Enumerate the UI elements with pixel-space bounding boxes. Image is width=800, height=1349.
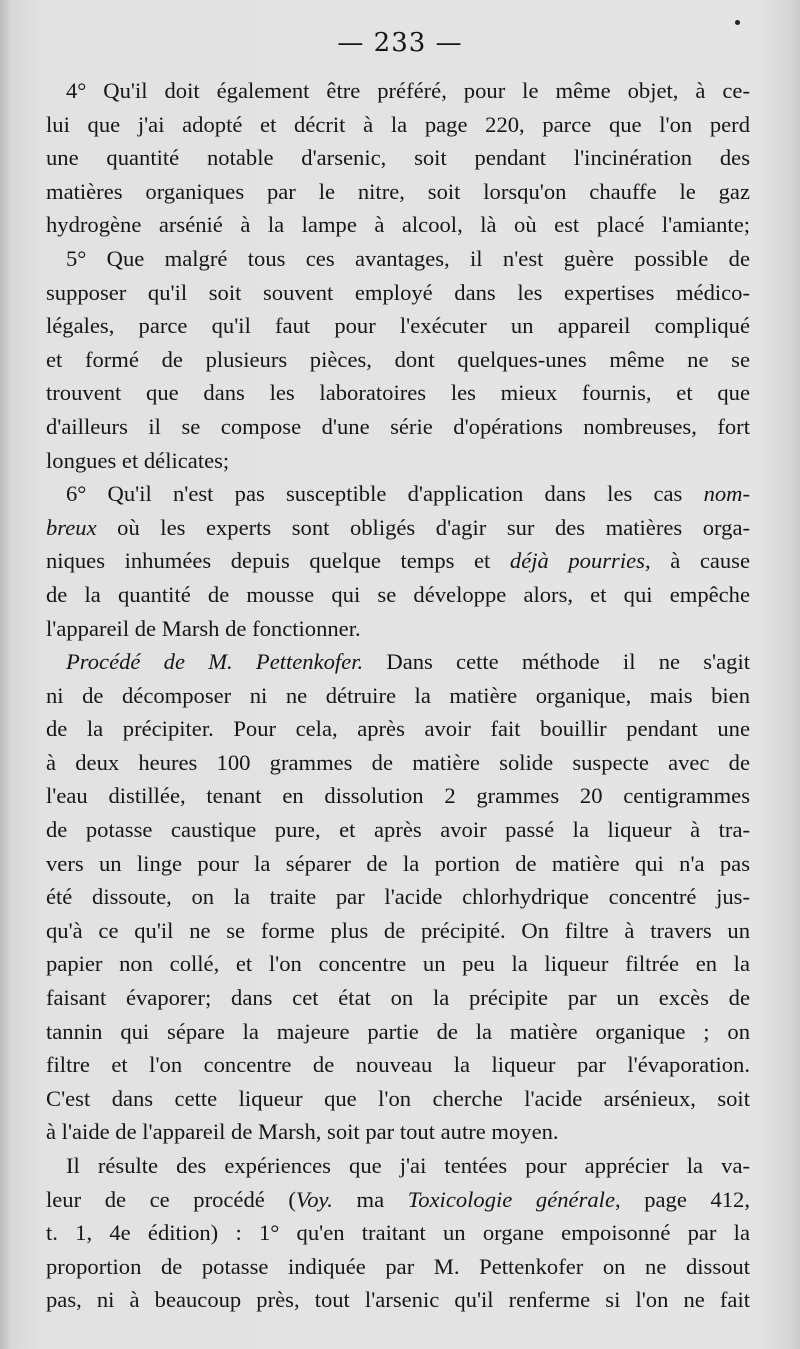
- text-run: où les experts sont obligés d'agir sur des matières orga-: [96, 514, 750, 540]
- text-line: de la quantité de mousse qui se développe alors, et qui empêche: [46, 581, 750, 607]
- text-run: , page 412,: [614, 1186, 750, 1212]
- text-line: une quantité notable d'arsenic, soit pendant l'incinération des: [46, 145, 750, 171]
- text-run: niques inhumées depuis quelque temps et: [46, 548, 510, 574]
- text-line: d'ailleurs il se compose d'une série d'opérations nombreuses, fort: [46, 413, 750, 439]
- italic-run: nom-: [703, 481, 750, 507]
- text-line: [46, 645, 750, 679]
- body-text: [46, 74, 750, 1317]
- text-line: lui que j'ai adopté et décrit à la page 220, parce que l'on perd: [46, 111, 750, 137]
- text-run: Dans cette méthode il ne s'agit: [363, 649, 750, 675]
- text-line: 4° Qu'il doit également être préféré, pour le même objet, à ce-: [66, 78, 750, 103]
- text-line: longues et délicates;: [46, 447, 230, 473]
- text-run: ma: [332, 1186, 408, 1212]
- text-line: filtre et l'on concentre de nouveau la liqueur par l'évaporation.: [46, 1052, 750, 1078]
- text-line: C'est dans cette liqueur que l'on cherche l'acide arsénieux, soit: [46, 1085, 750, 1111]
- italic-run: déjà pourries,: [509, 548, 651, 574]
- text-line: [46, 477, 750, 511]
- text-line: 5° Que malgré tous ces avantages, il n'est guère possible de: [66, 245, 750, 271]
- text-line: proportion de potasse indiquée par M. Pettenkofer on ne dissout: [46, 1253, 750, 1279]
- text-line: l'eau distillée, tenant en dissolution 2 grammes 20 centigrammes: [46, 783, 750, 809]
- italic-run: breux: [46, 514, 97, 540]
- text-line: t. 1, 4e édition) : 1° qu'en traitant un organe empoisonné par la: [46, 1220, 750, 1246]
- text-line: été dissoute, on la traite par l'acide chlorhydrique concentré jus-: [46, 884, 750, 910]
- text-line: Il résulte des expériences que j'ai tentées pour apprécier la va-: [66, 1153, 750, 1178]
- italic-run: Voy.: [295, 1186, 333, 1212]
- text-line: tannin qui sépare la majeure partie de la matière organique ; on: [46, 1018, 750, 1044]
- page-number: — 233 —: [337, 28, 463, 58]
- text-line: hydrogène arsénié à la lampe à alcool, là où est placé l'amiante;: [46, 212, 750, 238]
- text-line: vers un linge pour la séparer de la portion de matière qui n'a pas: [46, 850, 750, 876]
- text-line: [46, 544, 750, 578]
- section-heading: Procédé de M. Pettenkofer.: [66, 649, 364, 675]
- text-line: papier non collé, et l'on concentre un peu la liqueur filtrée en la: [46, 951, 750, 977]
- ink-speck: [735, 20, 740, 25]
- text-line: faisant évaporer; dans cet état on la précipite par un excès de: [46, 985, 750, 1011]
- text-line: supposer qu'il soit souvent employé dans les expertises médico-: [46, 279, 750, 305]
- text-line: de potasse caustique pure, et après avoir passé la liqueur à tra-: [46, 817, 750, 843]
- text-run: à cause: [650, 548, 750, 574]
- text-line: légales, parce qu'il faut pour l'exécuter un appareil compliqué: [46, 313, 750, 339]
- text-line: [46, 1183, 750, 1217]
- text-line: à l'aide de l'appareil de Marsh, soit par tout autre moyen.: [46, 1119, 559, 1145]
- text-line: qu'à ce qu'il ne se forme plus de précipité. On filtre à travers un: [46, 917, 750, 943]
- text-run: 6° Qu'il n'est pas susceptible d'application dans les cas: [66, 481, 704, 507]
- text-line: de la précipiter. Pour cela, après avoir fait bouillir pendant une: [46, 716, 750, 742]
- text-line: et formé de plusieurs pièces, dont quelques-unes même ne se: [46, 346, 750, 372]
- italic-run: Toxicologie générale: [407, 1186, 615, 1212]
- text-run: leur de ce procédé (: [46, 1186, 296, 1212]
- text-line: pas, ni à beaucoup près, tout l'arsenic qu'il renferme si l'on ne fait: [46, 1287, 750, 1313]
- text-line: [46, 511, 750, 545]
- text-line: ni de décomposer ni ne détruire la matière organique, mais bien: [46, 682, 750, 708]
- text-line: l'appareil de Marsh de fonctionner.: [46, 615, 361, 641]
- text-line: matières organiques par le nitre, soit lorsqu'on chauffe le gaz: [46, 178, 750, 204]
- text-line: à deux heures 100 grammes de matière solide suspecte avec de: [46, 749, 750, 775]
- text-line: trouvent que dans les laboratoires les mieux fournis, et que: [46, 380, 750, 406]
